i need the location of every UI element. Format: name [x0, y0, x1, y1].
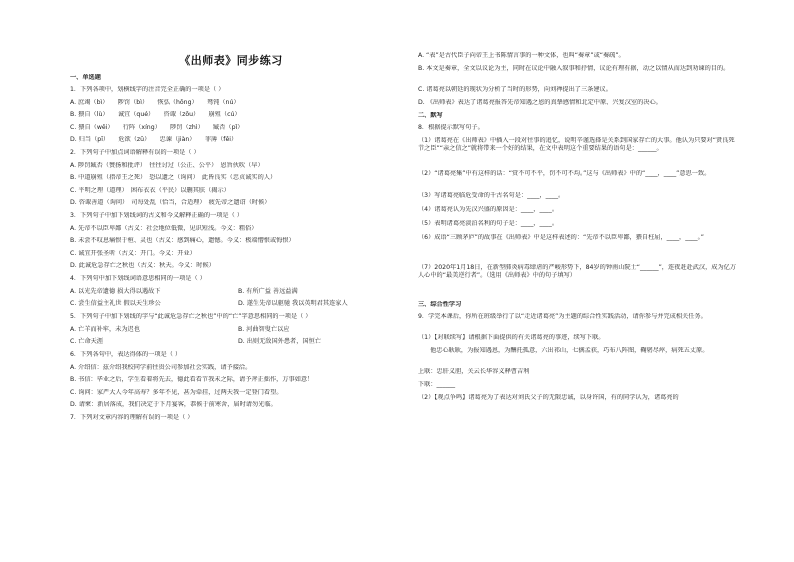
left-column: [70, 0, 392, 562]
section-heading: 一、单选题: [70, 74, 101, 81]
page-title: 《出师表》同步练习: [179, 54, 283, 67]
option: A. 以光先帝遗德 损大得以遇故下: [70, 288, 161, 295]
right-column: [418, 0, 740, 562]
option: A. 庶竭（bì） 陟罚（bì） 恢弘（hōng） 驽钝（nú）: [70, 99, 240, 106]
option: D. 归当（pī） 危欲（zū） 忠谏（jiàn） 菲薄（fěi）: [70, 136, 238, 143]
question-stem: 7．下列对文章内容的理解有误的一项是（ ）: [70, 414, 194, 421]
option: B. 本文是奏章，全文以议论为主，同时在议论中融入叙事和抒情，议论有理有据，动之以情从而达到劝谏的目的。: [418, 65, 730, 72]
couplet-lower: 下联：______: [418, 381, 456, 388]
task-heading: （1）【对联续写】请根据下面提供的有关诸葛亮的事迹，续写下联。: [418, 334, 605, 341]
question-stem: 2．下列句子中加点词语解释有误的一项是（ ）: [70, 149, 200, 156]
option: A. 先帝不以臣卑鄙（古义：社会地位低微，见识短浅。今义：粗俗）: [70, 225, 258, 232]
option: A. 陟罚臧否（赞扬和批评） 往往讨过（公正、公平） 恩旨伙吹（早）: [70, 162, 264, 169]
fill-in-item: （2）“诸葛亮集”中有这样的话：“赏不可不平，罚不可不均。”这与《出师表》中的“____，____”意思一致。: [418, 170, 711, 177]
option: D. 请柬：新居落成，我们决定于下月宴客，恭候于前寒舍，届时请勿光临。: [70, 401, 277, 408]
question-stem: 4．下列句中加下划线词语意思相同的一项是（ ）: [70, 275, 206, 282]
option: B. 中道崩殂（指帝王之死） 恐以遗之（询问） 此皆良实（忠贞诚实的人）: [70, 174, 277, 181]
option: C. 诚宜开张圣听（古义：开门。今义：开业）: [70, 250, 196, 257]
option: B. 猥自（lù） 诚宜（qué） 咨诹（zōu） 崩殂（cú）: [70, 111, 241, 118]
option: B. 河曲智叟亡以应: [238, 326, 290, 333]
option: D. 咨诹善道（询问） 司每处乱（恰当，合适理） 疲先帝之遗诏（时候）: [70, 199, 271, 206]
question-stem: 1．下列各项中，划横线字的注音完全正确的一项是（ ）: [70, 86, 225, 93]
question-stem: 3．下列句子中加下划线词的古义和今义解释正确的一项是（ ）: [70, 212, 243, 219]
fill-in-item: （3）写诸葛亮临危受命的千古名句是：____，____。: [418, 192, 565, 199]
fill-in-item: （4）诸葛亮认为先汉兴盛的原因是：____，____。: [418, 206, 559, 213]
option: A. 介绍信：兹介绍我校同学前往贵公司参加社会实践，请予接洽。: [70, 364, 252, 371]
option: A. “表”是古代臣子向帝王上书陈情言事的一种文体，也叫“奏章”或“奏疏”。: [418, 52, 625, 59]
option: B. 书信：毕业之后，学生看着将先去，德此看看节我未之际，请予斧正拙作，万事如意！: [70, 376, 314, 383]
fill-in-item: （1）诸葛亮在《出师表》中插入一段对往事的追忆，说明辛谨选择是关系到国家存亡的大事。他认为只要对“贤良死节之臣”“亲之信之”就将带来一个好的结果，在文中表明这个重要结果的语句是：______。: [418, 137, 735, 152]
option: C. 尝生信益主礼世 假以天生珍公: [70, 300, 161, 307]
question-stem: 9．学完本课后，你所在班级举行了以“走近诸葛亮”为主题的综合性实践活动，请你参与并完成相关任务。: [418, 313, 707, 320]
question-stem: 8．根据提示默写句子。: [418, 124, 484, 131]
fill-in-item: （7）2020年1月18日，在新型肺炎病毒肆虐的严峻形势下，84岁的钟南山院士“______”，连夜赶赴武汉，成为亿万人心中的“最美逆行者”。（选用《出师表》中的句子填写）: [418, 264, 737, 279]
option: B. 未尝不叹息痛恨于桓、灵也（古义：感到痛心，遗憾。今义：极端憎恨或悔恨）: [70, 237, 295, 244]
fill-in-item: （6）成语“三顾茅庐”的故事在《出师表》中是这样表述的：“先帝不以臣卑鄙，猥自枉屈，____，____。”: [418, 234, 704, 241]
option: B. 有所广益 善远益满: [238, 288, 298, 295]
task-text: 他忠心耿耿，为报知遇恩，为酬托孤意，六出祁山，七擒孟获，巧布八阵图，鞠躬尽瘁，病死五丈原。: [430, 347, 709, 354]
option: C. 询问：家严大人今年高寿？多年不见，甚为牵挂，过两天我一定登门看望。: [70, 389, 283, 396]
option: C. 猥自（wěi） 行阵（xíng） 陟罚（zhì） 臧否（pǐ）: [70, 124, 244, 131]
option: C. 诸葛亮以朝廷的现状为分析了当时的形势，向刘禅提出了三条建议。: [418, 86, 612, 93]
option: D. 《出师表》表达了诸葛亮报答先帝知遇之恩的真挚感情和北定中原、兴复汉室的决心。: [418, 99, 662, 106]
option: A. 亡羊而补牢，未为迟也: [70, 326, 140, 333]
option: D. 此诚危急存亡之秋也（古义：秋天。今义：时候）: [70, 262, 215, 269]
option: D. 出则无敌国外患者，国恒亡: [238, 338, 321, 345]
option: C. 亡命天涯: [70, 338, 104, 345]
question-stem: 5．下列句子中加下划线的字与“此诚危急存亡之秋也”中的“亡”字意思相同的一项是（ ）: [70, 313, 312, 320]
option: C. 平明之理（道理） 困布衣衣（平民）以删其肤（揭示）: [70, 187, 230, 194]
task-heading: （2）【观点争鸣】诸葛亮为了表达对刘氏父子的无限忠诚，以身许国，有的同学认为，诸葛亮的: [418, 394, 679, 401]
option: D. 遂生先帝以驱驰 我以英明君其连家人: [238, 300, 348, 307]
couplet-upper: 上联：忠肝义胆，关云长华容义释曹吉利: [418, 368, 530, 375]
section-heading: 三、综合性学习: [418, 301, 462, 308]
question-stem: 6．下列各句中，表达得体的一项是（ ）: [70, 351, 182, 358]
fill-in-item: （5）表明诸葛亮淡泊名利的句子是：____，____。: [418, 220, 559, 227]
section-heading: 二、默写: [418, 112, 443, 119]
